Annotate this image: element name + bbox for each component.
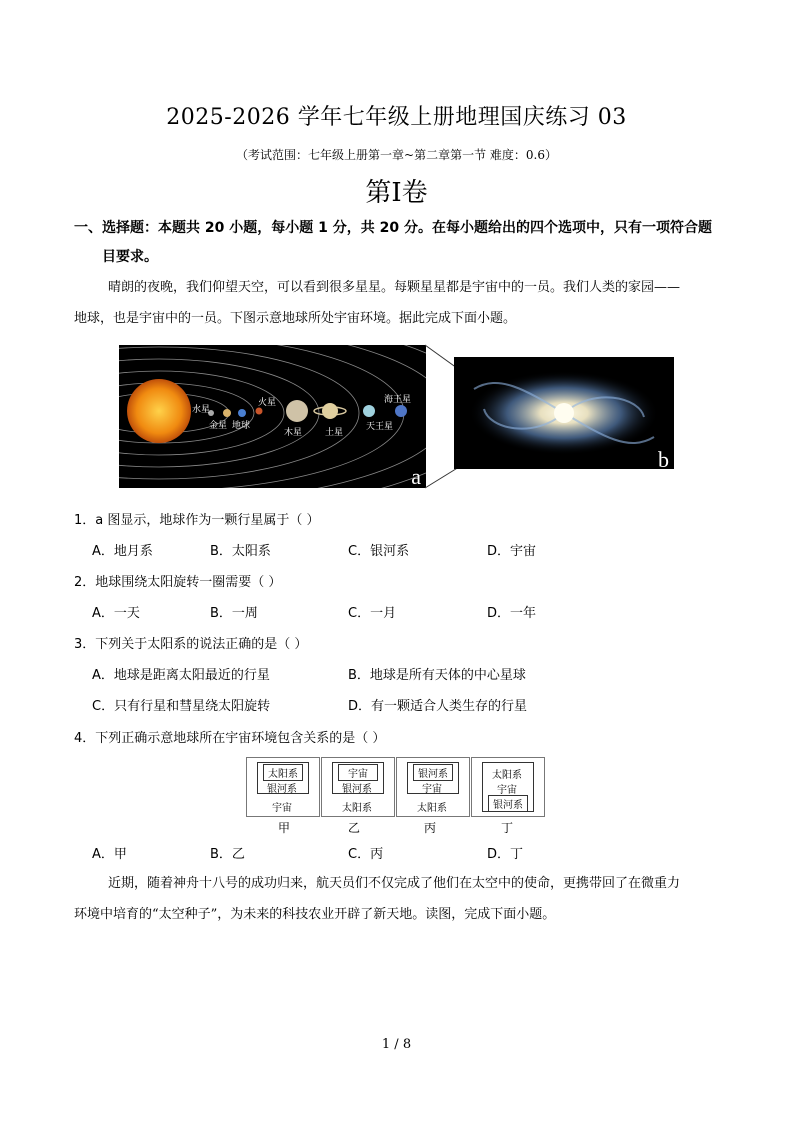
question-1-stem: 1．a 图显示，地球作为一颗行星属于（ ） bbox=[74, 513, 320, 528]
page-title: 2025-2026 学年七年级上册地理国庆练习 03 bbox=[166, 105, 627, 130]
figure-label-a: a bbox=[411, 464, 421, 488]
diagram-box-jia bbox=[246, 757, 320, 817]
ding-cell-1: 太阳系 bbox=[492, 770, 522, 781]
diagram-label-ding: 丁 bbox=[501, 821, 514, 835]
q3-option-c[interactable]: C．只有行星和彗星绕太阳旋转 bbox=[92, 699, 271, 714]
label-earth: 地球 bbox=[232, 421, 251, 431]
q3-option-b[interactable]: B．地球是所有天体的中心星球 bbox=[348, 668, 526, 683]
q1-option-b[interactable]: B．太阳系 bbox=[210, 544, 271, 559]
passage-2 bbox=[74, 868, 724, 930]
q3-option-d[interactable]: D．有一颗适合人类生存的行星 bbox=[348, 699, 528, 714]
q1-option-a[interactable]: A．地月系 bbox=[92, 544, 153, 559]
diagram-label-jia: 甲 bbox=[278, 821, 291, 835]
volume-heading: 第I卷 bbox=[365, 178, 428, 208]
q4-option-a[interactable]: A．甲 bbox=[92, 847, 127, 862]
question-4-stem: 4．下列正确示意地球所在宇宙环境包含关系的是（ ） bbox=[74, 731, 386, 746]
label-saturn: 土星 bbox=[325, 428, 344, 438]
section-line-2: 目要求。 bbox=[102, 249, 158, 265]
question-3-stem: 3．下列关于太阳系的说法正确的是（ ） bbox=[74, 637, 308, 652]
passage-1-line-2: 地球，也是宇宙中的一员。下图示意地球所处宇宙环境。据此完成下面小题。 bbox=[74, 311, 517, 326]
figure-label-b: b bbox=[658, 447, 669, 469]
jia-cell-1: 太阳系 bbox=[263, 764, 303, 781]
label-mercury: 水星 bbox=[192, 405, 211, 415]
label-mars: 火星 bbox=[258, 398, 277, 408]
diagram-label-yi: 乙 bbox=[348, 821, 361, 835]
q4-option-d[interactable]: D．丁 bbox=[487, 847, 524, 862]
yi-cell-3: 太阳系 bbox=[342, 803, 372, 814]
q2-option-b[interactable]: B．一周 bbox=[210, 606, 258, 621]
q2-option-c[interactable]: C．一月 bbox=[348, 606, 397, 621]
diagram-label-bing: 丙 bbox=[424, 821, 437, 835]
diagram-box-bing bbox=[396, 757, 470, 817]
q3-option-a[interactable]: A．地球是距离太阳最近的行星 bbox=[92, 668, 270, 683]
label-uranus: 天王星 bbox=[366, 422, 394, 432]
q2-option-a[interactable]: A．一天 bbox=[92, 606, 140, 621]
q2-option-d[interactable]: D．一年 bbox=[487, 606, 537, 621]
yi-cell-1: 宇宙 bbox=[338, 764, 378, 781]
diagram-box-yi bbox=[321, 757, 395, 817]
q4-option-c[interactable]: C．丙 bbox=[348, 847, 384, 862]
bing-cell-3: 太阳系 bbox=[417, 803, 447, 814]
page-number: 1 / 8 bbox=[381, 1037, 412, 1052]
jia-cell-2: 银河系 bbox=[267, 784, 297, 795]
yi-cell-2: 银河系 bbox=[342, 784, 372, 795]
inclusion-diagram bbox=[246, 757, 544, 815]
label-jupiter: 木星 bbox=[284, 428, 303, 438]
q4-option-b[interactable]: B．乙 bbox=[210, 847, 245, 862]
bing-cell-2: 宇宙 bbox=[422, 784, 442, 795]
passage-1 bbox=[74, 272, 724, 334]
passage-2-line-1: 近期，随着神舟十八号的成功归来，航天员们不仅完成了他们在太空中的使命，更携带回了在微重力 bbox=[108, 876, 681, 891]
q1-option-c[interactable]: C．银河系 bbox=[348, 544, 410, 559]
ding-cell-3: 银河系 bbox=[488, 795, 528, 812]
section-heading bbox=[74, 214, 724, 272]
diagram-box-ding bbox=[471, 757, 545, 817]
q1-option-d[interactable]: D．宇宙 bbox=[487, 544, 537, 559]
label-venus: 金星 bbox=[209, 421, 228, 431]
passage-2-line-2: 环境中培育的“太空种子”，为未来的科技农业开辟了新天地。读图，完成下面小题。 bbox=[74, 907, 556, 922]
passage-1-line-1: 晴朗的夜晚，我们仰望天空，可以看到很多星星。每颗星星都是宇宙中的一员。我们人类的家园—— bbox=[108, 280, 681, 295]
bing-cell-1: 银河系 bbox=[413, 764, 453, 781]
label-neptune: 海王星 bbox=[384, 395, 412, 405]
ding-cell-2: 宇宙 bbox=[497, 785, 517, 796]
section-line-1: 一、选择题：本题共 20 小题，每小题 1 分，共 20 分。在每小题给出的四个选项中，只有一项符合题 bbox=[74, 220, 712, 236]
milky-way-image bbox=[454, 357, 674, 469]
exam-scope: （考试范围：七年级上册第一章~第二章第一节 难度：0.6） bbox=[236, 148, 557, 162]
solar-system-image bbox=[119, 345, 426, 488]
question-2-stem: 2．地球围绕太阳旋转一圈需要（ ） bbox=[74, 575, 282, 590]
jia-cell-3: 宇宙 bbox=[272, 803, 292, 814]
